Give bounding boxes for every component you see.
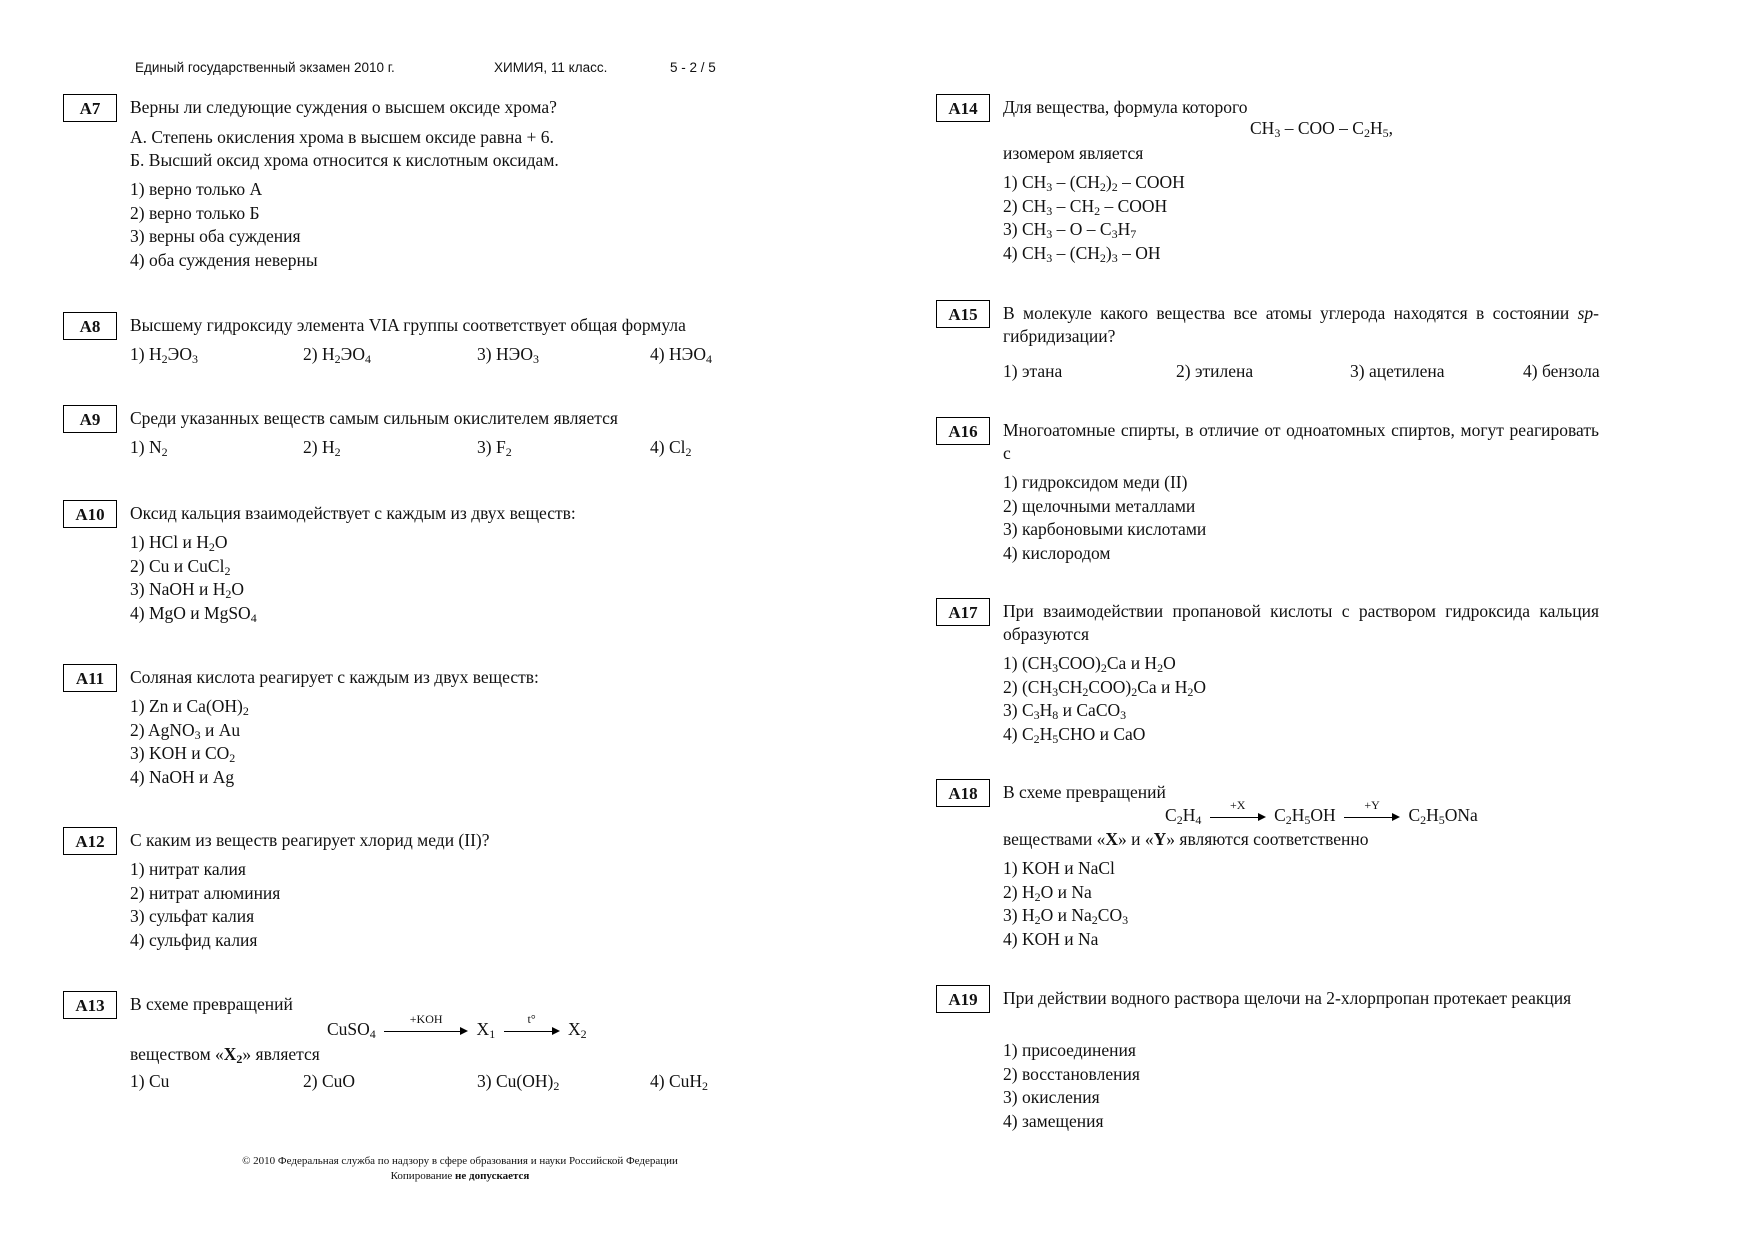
option: 3) KOH и $CO_2$ — [130, 743, 236, 765]
exam-header: Единый государственный экзамен 2010 г. — [135, 60, 395, 75]
options-list — [1003, 857, 1128, 951]
option: 1) KOH и NaCl — [1003, 858, 1115, 878]
option: 4) сульфид калия — [130, 929, 258, 950]
question-label: А12 — [63, 827, 117, 855]
question-text: При взаимодействии пропановой кислоты с раствором гидроксида кальция образуются — [1003, 601, 1599, 644]
option: 1) нитрат калия — [130, 859, 246, 879]
statement-a: А. Степень окисления хрома в высшем оксиде равна + 6. — [130, 127, 554, 147]
option: 1) $H_2ЭО_3$ — [130, 344, 198, 366]
question-text: Соляная кислота реагирует с каждым из двух веществ: — [130, 667, 539, 687]
question-label: А10 — [63, 500, 117, 528]
question-text: В молекуле какого вещества все атомы углерода находятся в состоянии sp-гибридизации? — [1003, 303, 1599, 346]
option: 1) $CH_3 - (CH_2)_2$ – COOH — [1003, 172, 1185, 194]
question-label: А19 — [936, 985, 990, 1013]
question-label: А17 — [936, 598, 990, 626]
copy-notice: Копирование не допускается — [390, 1170, 530, 1182]
option: 3) $CH_3$ – O – $C_3H_7$ — [1003, 219, 1137, 241]
question-text: Многоатомные спирты, в отличие от одноатомных спиртов, могут реагировать с — [1003, 420, 1599, 463]
option: 1) верно только А — [130, 179, 263, 199]
option: 2) нитрат алюминия — [130, 882, 281, 903]
option: 2) Cu и CuCl$_2$ — [130, 555, 231, 578]
option: 2) CuO — [303, 1071, 356, 1091]
option: 3) карбоновыми кислотами — [1003, 519, 1207, 539]
options-list — [1003, 1039, 1140, 1133]
option: 4) KOH и Na — [1003, 928, 1099, 949]
option: 4) бензола — [1523, 361, 1600, 381]
option: 1) присоединения — [1003, 1040, 1136, 1060]
copyright-line: © 2010 Федеральная служба по надзору в сфере образования и науки Российской Федерации — [242, 1155, 678, 1167]
question-label: А9 — [63, 405, 117, 433]
option: 2) $CH_3 - CH_2$ – COOH — [1003, 195, 1168, 218]
formula: $CH_3$ – COO – $C_2H_5$, — [1250, 118, 1393, 140]
option: 2) щелочными металлами — [1003, 495, 1196, 516]
option: 1) $N_2$ — [130, 437, 168, 459]
question-text: В схеме превращений — [1003, 782, 1166, 802]
option: 3) NaOH и $H_2O$ — [130, 579, 245, 601]
options-list — [1003, 471, 1206, 565]
options-list — [130, 178, 318, 272]
option: 1) этана — [1003, 361, 1063, 381]
option: 4) NaOH и Ag — [130, 766, 235, 787]
reaction-scheme: CuSO$_4$ +KOH $X_1$ t° $X_2$ — [327, 1011, 587, 1041]
option: 3) $F_2$ — [477, 437, 512, 459]
option: 4) $Cl_2$ — [650, 437, 692, 459]
statement-b: Б. Высший оксид хрома относится к кислотным оксидам. — [130, 150, 559, 170]
options-list — [130, 531, 257, 625]
question-text: С каким из веществ реагирует хлорид меди (II)? — [130, 830, 490, 850]
option: 3) окисления — [1003, 1087, 1100, 1107]
subject-header: ХИМИЯ, 11 класс. — [494, 60, 608, 75]
option: 4) MgO и MgSO$_4$ — [130, 602, 257, 625]
question-label: А15 — [936, 300, 990, 328]
option: 3) $H_2O$ и $Na_2CO_3$ — [1003, 905, 1129, 927]
question-label: А8 — [63, 312, 117, 340]
option: 2) $H_2$ — [303, 437, 341, 459]
option: 4) оба суждения неверны — [130, 249, 318, 270]
option: 2) верно только Б — [130, 202, 260, 223]
option: 4) кислородом — [1003, 542, 1111, 563]
option: 1) гидроксидом меди (II) — [1003, 472, 1188, 492]
option: 4) $HЭО_4$ — [650, 344, 712, 366]
option: 2) этилена — [1176, 361, 1254, 381]
option: 2) $H_2ЭО_4$ — [303, 344, 371, 366]
option: 2) восстановления — [1003, 1063, 1140, 1084]
option: 1) HCl и $H_2O$ — [130, 532, 228, 554]
question-text: Для вещества, формула которого — [1003, 97, 1248, 117]
question-label: А18 — [936, 779, 990, 807]
question-followup: изомером является — [1003, 143, 1144, 163]
question-text: Высшему гидроксиду элемента VIA группы соответствует общая формула — [130, 315, 686, 335]
option: 1) $(CH_3COO)_2Ca$ и $H_2O$ — [1003, 653, 1176, 675]
reaction-arrow: t° — [504, 1026, 560, 1036]
page-number: 5 - 2 / 5 — [670, 60, 716, 75]
copyright-footer — [190, 1154, 730, 1184]
option: 3) ацетилена — [1350, 361, 1445, 381]
question-followup: веществом «$X_2$» является — [130, 1044, 320, 1066]
reaction-arrow: +X — [1210, 812, 1266, 822]
question-label: А16 — [936, 417, 990, 445]
question-text: В схеме превращений — [130, 994, 293, 1014]
option: 1) Zn и $Ca(OH)_2$ — [130, 696, 249, 718]
question-label: А13 — [63, 991, 117, 1019]
reaction-arrow: +KOH — [384, 1026, 468, 1036]
question-followup: веществами «X» и «Y» являются соответственно — [1003, 829, 1369, 849]
question-label: А14 — [936, 94, 990, 122]
option: 2) $(CH_3CH_2COO)_2Ca$ и $H_2O$ — [1003, 676, 1207, 699]
option: 4) замещения — [1003, 1110, 1104, 1131]
reaction-arrow: +Y — [1344, 812, 1400, 822]
options-list — [130, 858, 280, 952]
option: 3) $Cu(OH)_2$ — [477, 1071, 560, 1093]
question-label: А7 — [63, 94, 117, 122]
option: 3) сульфат калия — [130, 906, 255, 926]
question-text: Верны ли следующие суждения о высшем оксиде хрома? — [130, 97, 557, 117]
question-text: При действии водного раствора щелочи на 2-хлорпропан протекает реакция — [1003, 988, 1572, 1008]
question-text: Оксид кальция взаимодействует с каждым из двух веществ: — [130, 503, 576, 523]
options-list — [1003, 171, 1185, 265]
options-list — [130, 695, 249, 789]
option: 4) CuH$_2$ — [650, 1071, 709, 1093]
option: 1) Cu — [130, 1071, 170, 1091]
option: 2) $H_2O$ и Na — [1003, 881, 1092, 904]
option: 4) $CH_3 - (CH_2)_3$ – OH — [1003, 242, 1161, 265]
option: 3) верны оба суждения — [130, 226, 301, 246]
reaction-scheme: $C_2H_4$ +X $C_2H_5OH$ +Y $C_2H_5ONa$ — [1165, 797, 1478, 827]
option: 2) AgNO$_3$ и Au — [130, 719, 241, 742]
option: 3) $C_3H_8$ и CaCO$_3$ — [1003, 700, 1127, 722]
question-text: Среди указанных веществ самым сильным окислителем является — [130, 408, 618, 428]
option: 3) $HЭО_3$ — [477, 344, 539, 366]
options-list — [1003, 652, 1206, 746]
question-label: А11 — [63, 664, 117, 692]
option: 4) $C_2H_5CHO$ и CaO — [1003, 723, 1146, 746]
